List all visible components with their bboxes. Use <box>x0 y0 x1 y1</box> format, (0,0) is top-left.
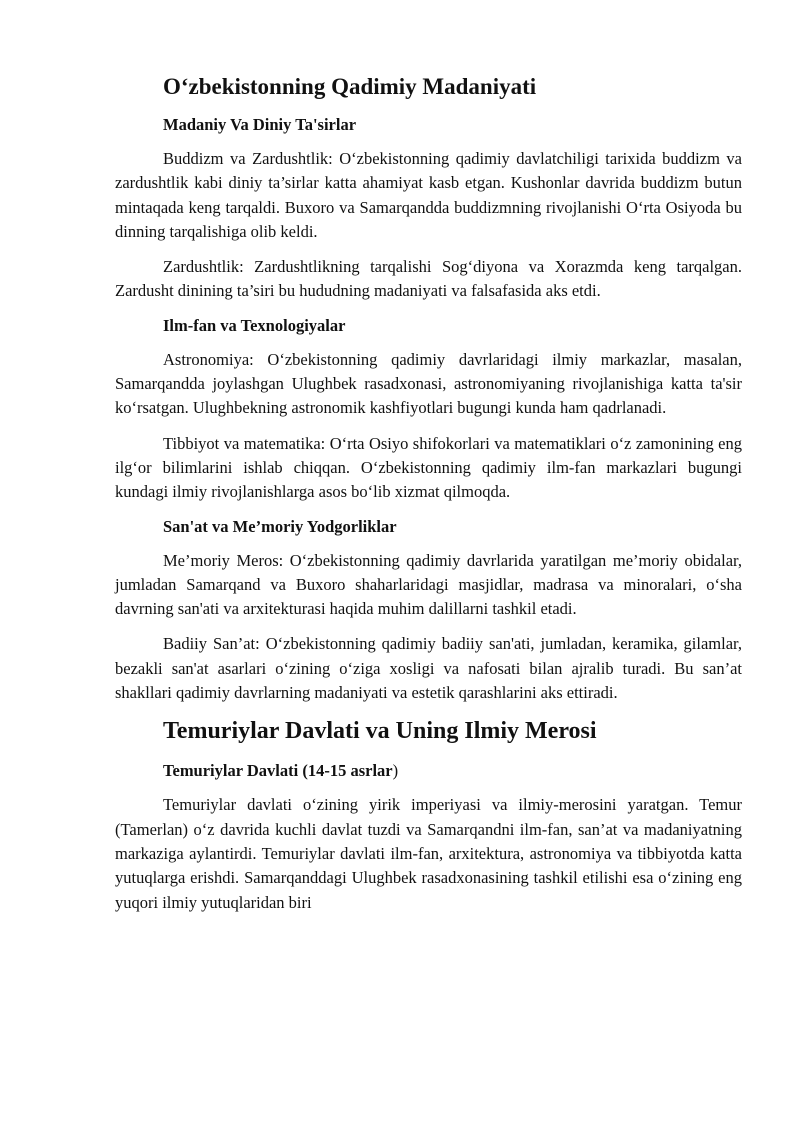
document-page <box>115 72 742 926</box>
paragraph: Me’moriy Meros: O‘zbekistonning qadimiy davrlarida yaratilgan me’moriy obidalar, jumladan Samarqand va Buxoro shaharlaridagi masjidlar, madrasa va minoralari, o‘sha davrning san'ati va arxitekturasi haqida muhim dalillarni tashkil etadi. <box>115 550 742 619</box>
paragraph: Zardushtlik: Zardushtlikning tarqalishi Sog‘diyona va Xorazmda keng tarqalgan. Zardusht dinining ta’siri bu hududning madaniyati va falsafasida aks etdi. <box>115 257 742 301</box>
subsection-heading: San'at va Me’moriy Yodgorliklar <box>163 516 397 536</box>
subsection-heading-text: Temuriylar Davlati (14-15 asrlar <box>163 761 393 781</box>
subsection-heading: Madaniy Va Diniy Ta'sirlar <box>163 115 357 134</box>
paragraph: Temuriylar davlati o‘zining yirik imperiyasi va ilmiy-merosini yaratgan. Temur (Tamerlan) o‘z davrida kuchli davlat tuzdi va Samarqandni ilm-fan, san’at va madaniyatning markaziga aylantirdi. Temuriylar davlati ilm-fan, arxitektura, astronomiya va tibbiyotda katta yutuqlarga erishdi. Samarqanddagi Ulughbek rasadxonasining tashkil etilishi esa o‘zining eng yuqori ilmiy yutuqlaridan biri <box>115 795 742 912</box>
section-title: Temuriylar Davlati va Uning Ilmiy Merosi <box>163 718 597 745</box>
subsection-heading-suffix: ) <box>392 761 399 781</box>
paragraph: Badiiy San’at: O‘zbekistonning qadimiy badiiy san'ati, jumladan, keramika, gilamlar, bezakli san'at asarlari o‘zining o‘ziga xosligi va nafosati bilan ajralib turadi. Bu san’at shakllari qadimiy davrlarning madaniyati va estetik qarashlarini aks ettiradi. <box>115 634 742 703</box>
paragraph: Buddizm va Zardushtlik: O‘zbekistonning qadimiy davlatchiligi tarixida buddizm va zardushtlik kabi diniy ta’sirlar katta ahamiyat kasb etgan. Kushonlar davrida buddizm butun mintaqada keng tarqaldi. Buxoro va Samarqandda buddizmning rivojlanishi O‘rta Osiyoda bu dinning tarqalishiga olib keldi. <box>115 149 742 241</box>
paragraph: Tibbiyot va matematika: O‘rta Osiyo shifokorlari va matematiklari o‘z zamonining eng ilg‘or bilimlarini ishlab chiqqan. O‘zbekistonning qadimiy ilm-fan markazlari bugungi kundagi ilmiy rivojlanishlarga asos bo‘lib xizmat qilmoqda. <box>115 433 742 502</box>
subsection-heading <box>163 760 742 782</box>
section-title: O‘zbekistonning Qadimiy Madaniyati <box>163 74 537 99</box>
subsection-heading: Ilm-fan va Texnologiyalar <box>163 315 346 335</box>
paragraph: Astronomiya: O‘zbekistonning qadimiy davrlaridagi ilmiy markazlar, masalan, Samarqandda joylashgan Ulughbek rasadxonasi, astronomiyaning rivojlanishiga katta ta'sir ko‘rsatgan. Ulughbekning astronomik kashfiyotlari bugungi kunda ham qadrlanadi. <box>115 349 742 418</box>
